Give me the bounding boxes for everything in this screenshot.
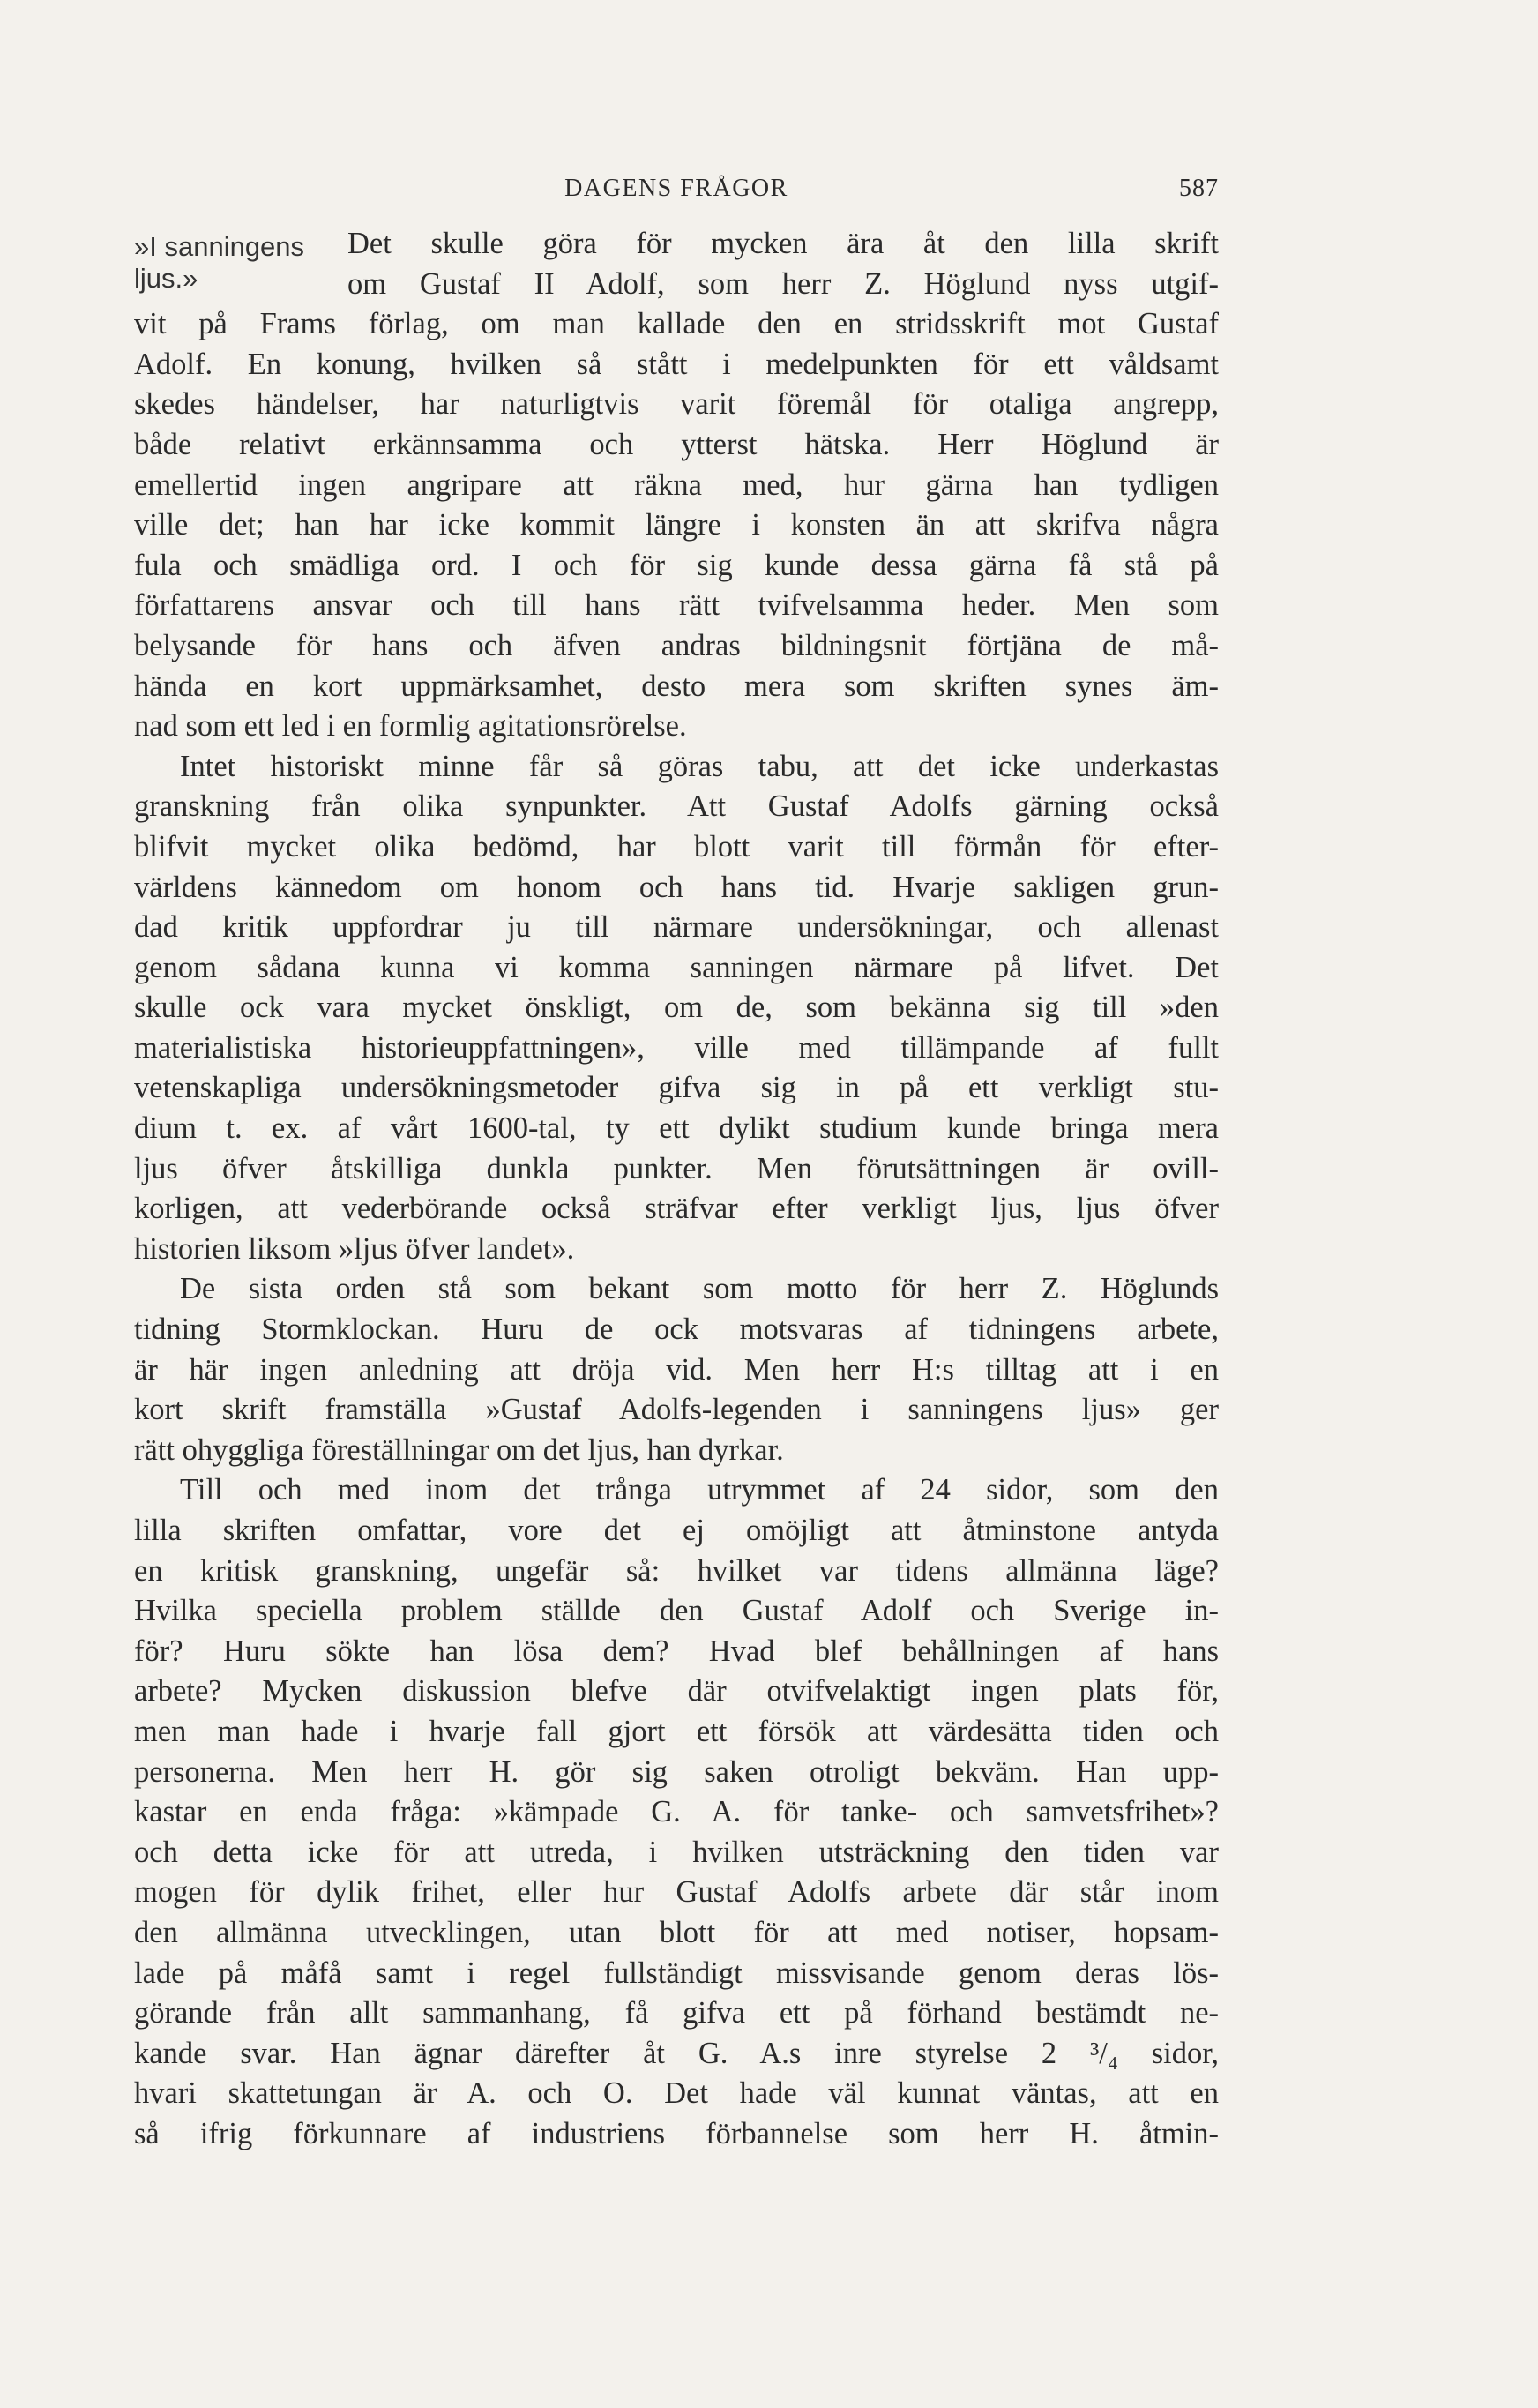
text-line: De sista orden stå som bekant som motto för herr Z. Höglunds [180,1272,1219,1306]
side-title-line-1: »I sanningens [134,231,305,262]
text-line: Intet historiskt minne får så göras tabu, att det icke underkastas [180,749,1219,783]
text-line: för? Huru sökte han lösa dem? Hvad blef behållningen af hans [134,1634,1219,1668]
text-line: vit på Frams förlag, om man kallade den en stridsskrift mot Gustaf [134,307,1219,341]
text-line: skulle ock vara mycket önskligt, om de, som bekänna sig till »den [134,991,1219,1025]
text-line: blifvit mycket olika bedömd, har blott varit till förmån för efter- [134,829,1219,864]
text-line: arbete? Mycken diskussion blefve där otvifvelaktigt ingen plats för, [134,1674,1219,1709]
text-line: den allmänna utvecklingen, utan blott för att med notiser, hopsam- [134,1915,1219,1949]
text-line: kastar en enda fråga: »kämpade G. A. för tanke- och samvetsfrihet»? [134,1795,1219,1829]
text-line: en kritisk granskning, ungefär så: hvilket var tidens allmänna läge? [134,1553,1219,1588]
text-line: om Gustaf II Adolf, som herr Z. Höglund nyss utgif- [347,266,1219,301]
text-line: men man hade i hvarje fall gjort ett försök att värdesätta tiden och [134,1714,1219,1748]
running-head [134,175,1219,210]
text-line: kort skrift framställa »Gustaf Adolfs-legenden i sanningens ljus» ger [134,1393,1219,1427]
text-line: Hvilka speciella problem ställde den Gustaf Adolf och Sverige in- [134,1594,1219,1628]
text-line: Det skulle göra för mycken ära åt den lilla skrift [347,227,1219,260]
text-line: personerna. Men herr H. gör sig saken otroligt bekväm. Han upp- [134,1754,1219,1789]
running-title: DAGENS FRÅGOR [564,175,788,202]
text-line: dium t. ex. af vårt 1600-tal, ty ett dylikt studium kunde bringa mera [134,1111,1219,1146]
text-line: görande från allt sammanhang, få gifva ett på förhand bestämdt ne- [134,1996,1219,2030]
text-line: nad som ett led i en formlig agitationsrörelse. [134,709,687,744]
text-line: författarens ansvar och till hans rätt tvifvelsamma heder. Men som [134,588,1219,623]
text-line: belysande för hans och äfven andras bildningsnit förtjäna de må- [134,628,1219,662]
text-line: är här ingen anledning att dröja vid. Men herr H:s tilltag att i en [134,1352,1219,1387]
text-line: historien liksom »ljus öfver landet». [134,1231,575,1266]
text-line: Adolf. En konung, hvilken så stått i medelpunkten för ett våldsamt [134,347,1219,381]
text-line: rätt ohyggliga föreställningar om det ljus, han dyrkar. [134,1432,784,1467]
page-number: 587 [1179,175,1219,202]
text-line: materialistiska historieuppfattningen», ville med tillämpande af fullt [134,1030,1219,1065]
text-line: mogen för dylik frihet, eller hur Gustaf Adolfs arbete där står inom [134,1875,1219,1910]
text-line: skedes händelser, har naturligtvis varit föremål för otaliga angrepp, [134,387,1219,422]
text-line: dad kritik uppfordrar ju till närmare undersökningar, och allenast [134,910,1219,945]
text-line: kande svar. Han ägnar därefter åt G. A.s inre styrelse 2 ³/₄ sidor, [134,2036,1219,2070]
text-line: genom sådana kunna vi komma sanningen närmare på lifvet. Det [134,950,1219,984]
text-line: och detta icke för att utreda, i hvilken utsträckning den tiden var [134,1835,1219,1869]
text-line: granskning från olika synpunkter. Att Gustaf Adolfs gärning också [134,789,1219,824]
text-line: lilla skriften omfattar, vore det ej omöjligt att åtminstone antyda [134,1514,1219,1547]
text-line: korligen, att vederbörande också sträfvar efter verkligt ljus, ljus öfver [134,1192,1219,1226]
text-line: lade på måfå samt i regel fullständigt missvisande genom deras lös- [134,1956,1219,1990]
text-line: tidning Stormklockan. Huru de ock motsvaras af tidningens arbete, [134,1312,1219,1347]
text-line: fula och smädliga ord. I och för sig kunde dessa gärna få stå på [134,548,1219,582]
text-line: ville det; han har icke kommit längre i konsten än att skrifva några [134,508,1219,542]
text-line: emellertid ingen angripare att räkna med, hur gärna han tydligen [134,467,1219,502]
text-line: världens kännedom om honom och hans tid. Hvarje sakligen grun- [134,870,1219,904]
text-line: ljus öfver åtskilliga dunkla punkter. Men förutsättningen är ovill- [134,1151,1219,1185]
text-line: Till och med inom det trånga utrymmet af 24 sidor, som den [180,1473,1219,1507]
text-line: hvari skattetungan är A. och O. Det hade väl kunnat väntas, att en [134,2076,1219,2111]
text-line: så ifrig förkunnare af industriens förbannelse som herr H. åtmin- [134,2116,1219,2150]
text-line: hända en kort uppmärksamhet, desto mera som skriften synes äm- [134,669,1219,703]
side-title-line-2: ljus.» [134,263,198,294]
text-line: vetenskapliga undersökningsmetoder gifva sig in på ett verkligt stu- [134,1071,1219,1105]
body-text [134,224,1219,2155]
text-line: både relativt erkännsamma och ytterst hätska. Herr Höglund är [134,427,1219,461]
